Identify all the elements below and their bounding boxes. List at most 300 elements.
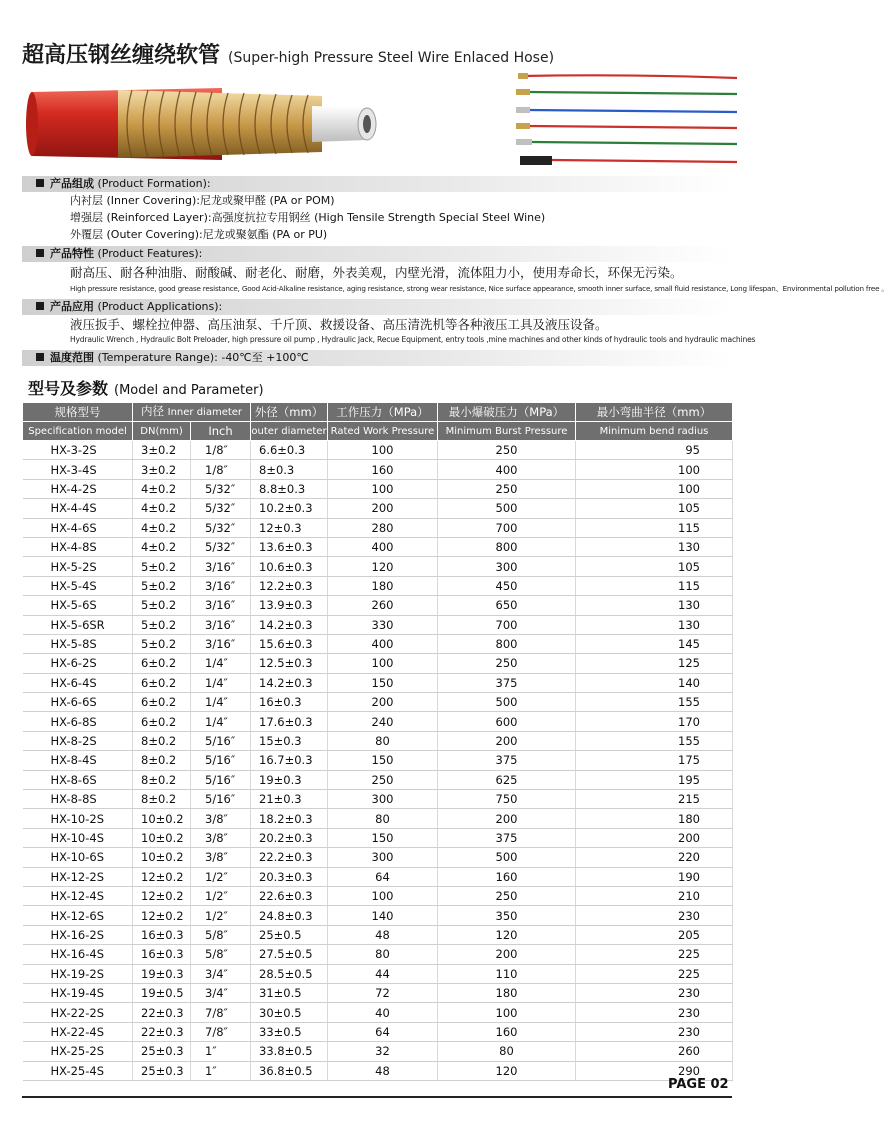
cell-spec-model: HX-12-4S [23, 886, 133, 905]
cell-inch: 3/4″ [191, 964, 251, 983]
table-row [23, 634, 733, 653]
cell-work-pressure: 64 [328, 1022, 438, 1041]
cell-dn: 12±0.2 [133, 886, 191, 905]
cell-work-pressure: 100 [328, 654, 438, 673]
table-row [23, 615, 733, 634]
cell-outer-diameter: 21±0.3 [251, 790, 328, 809]
cell-burst-pressure: 800 [438, 634, 576, 653]
cell-inch: 3/4″ [191, 983, 251, 1002]
cell-work-pressure: 100 [328, 886, 438, 905]
cell-work-pressure: 100 [328, 441, 438, 460]
header-spec-zh: 规格型号 [23, 403, 133, 422]
cell-burst-pressure: 300 [438, 557, 576, 576]
cell-dn: 4±0.2 [133, 537, 191, 556]
cell-inch: 1″ [191, 1061, 251, 1080]
cell-burst-pressure: 375 [438, 751, 576, 770]
table-row [23, 809, 733, 828]
cell-work-pressure: 72 [328, 983, 438, 1002]
header-outer-en: outer diameter [251, 422, 328, 441]
cell-work-pressure: 280 [328, 518, 438, 537]
cell-dn: 25±0.3 [133, 1042, 191, 1061]
cell-work-pressure: 80 [328, 945, 438, 964]
cell-inch: 1/4″ [191, 654, 251, 673]
cell-bend-radius: 230 [576, 983, 733, 1002]
section-bar-features: 产品特性 (Product Features): [22, 246, 732, 262]
cell-dn: 8±0.2 [133, 751, 191, 770]
header-burst-en: Minimum Burst Pressure [438, 422, 576, 441]
cell-burst-pressure: 600 [438, 712, 576, 731]
table-row [23, 673, 733, 692]
cell-bend-radius: 115 [576, 518, 733, 537]
cell-bend-radius: 190 [576, 867, 733, 886]
cell-inch: 5/8″ [191, 925, 251, 944]
cell-dn: 10±0.2 [133, 809, 191, 828]
cell-bend-radius: 130 [576, 537, 733, 556]
cell-dn: 19±0.3 [133, 964, 191, 983]
cell-bend-radius: 195 [576, 770, 733, 789]
formation-inner: 内衬层 (Inner Covering):尼龙或聚甲醛 (PA or POM) [70, 194, 335, 207]
cell-work-pressure: 400 [328, 634, 438, 653]
cell-work-pressure: 160 [328, 460, 438, 479]
cell-inch: 3/16″ [191, 557, 251, 576]
hose-assemblies-image [512, 72, 742, 172]
cell-dn: 6±0.2 [133, 673, 191, 692]
cell-burst-pressure: 120 [438, 1061, 576, 1080]
table-row [23, 537, 733, 556]
title-english: (Super-high Pressure Steel Wire Enlaced Hose) [228, 50, 555, 66]
cell-dn: 8±0.2 [133, 770, 191, 789]
cell-dn: 6±0.2 [133, 693, 191, 712]
header-bend-zh: 最小弯曲半径（mm） [576, 403, 733, 422]
cell-bend-radius: 200 [576, 828, 733, 847]
cell-dn: 10±0.2 [133, 828, 191, 847]
cell-burst-pressure: 120 [438, 925, 576, 944]
table-row [23, 790, 733, 809]
cell-outer-diameter: 22.2±0.3 [251, 848, 328, 867]
cell-bend-radius: 225 [576, 945, 733, 964]
cell-spec-model: HX-16-4S [23, 945, 133, 964]
bullet-square-icon [36, 302, 44, 310]
cell-inch: 5/32″ [191, 537, 251, 556]
cell-bend-radius: 230 [576, 1022, 733, 1041]
cell-spec-model: HX-25-2S [23, 1042, 133, 1061]
cell-inch: 1/2″ [191, 906, 251, 925]
cell-inch: 1/4″ [191, 693, 251, 712]
cell-spec-model: HX-12-2S [23, 867, 133, 886]
cell-burst-pressure: 450 [438, 576, 576, 595]
spec-table [22, 402, 733, 1081]
footer-divider [22, 1096, 732, 1098]
table-row [23, 596, 733, 615]
cell-inch: 3/8″ [191, 848, 251, 867]
cell-burst-pressure: 250 [438, 886, 576, 905]
header-inch: Inch [191, 422, 251, 441]
cell-work-pressure: 330 [328, 615, 438, 634]
table-row [23, 945, 733, 964]
cell-burst-pressure: 375 [438, 828, 576, 847]
cell-burst-pressure: 500 [438, 693, 576, 712]
cell-outer-diameter: 15.6±0.3 [251, 634, 328, 653]
bullet-square-icon [36, 249, 44, 257]
cell-spec-model: HX-22-2S [23, 1003, 133, 1022]
cell-spec-model: HX-8-4S [23, 751, 133, 770]
cell-bend-radius: 140 [576, 673, 733, 692]
cell-outer-diameter: 30±0.5 [251, 1003, 328, 1022]
cell-work-pressure: 100 [328, 479, 438, 498]
cell-burst-pressure: 500 [438, 499, 576, 518]
cell-spec-model: HX-5-6S [23, 596, 133, 615]
cell-spec-model: HX-25-4S [23, 1061, 133, 1080]
header-dn: DN(mm) [133, 422, 191, 441]
cell-work-pressure: 400 [328, 537, 438, 556]
table-row [23, 983, 733, 1002]
cell-inch: 3/8″ [191, 809, 251, 828]
cell-outer-diameter: 13.6±0.3 [251, 537, 328, 556]
table-row [23, 1003, 733, 1022]
cell-bend-radius: 115 [576, 576, 733, 595]
cell-dn: 5±0.2 [133, 576, 191, 595]
cell-inch: 5/16″ [191, 790, 251, 809]
cell-burst-pressure: 700 [438, 518, 576, 537]
features-text-zh: 耐高压、耐各种油脂、耐酸碱、耐老化、耐磨，外表美观，内壁光滑，流体阻力小，使用寿命长，环保无污染。 [70, 265, 683, 280]
cell-dn: 25±0.3 [133, 1061, 191, 1080]
table-row [23, 1022, 733, 1041]
cell-spec-model: HX-6-6S [23, 693, 133, 712]
cell-spec-model: HX-8-2S [23, 731, 133, 750]
cell-outer-diameter: 6.6±0.3 [251, 441, 328, 460]
cell-burst-pressure: 375 [438, 673, 576, 692]
cell-dn: 22±0.3 [133, 1022, 191, 1041]
cell-dn: 6±0.2 [133, 712, 191, 731]
cell-spec-model: HX-6-2S [23, 654, 133, 673]
header-outer-zh: 外径（mm） [251, 403, 328, 422]
cell-outer-diameter: 18.2±0.3 [251, 809, 328, 828]
cell-outer-diameter: 22.6±0.3 [251, 886, 328, 905]
cell-inch: 5/32″ [191, 499, 251, 518]
cell-work-pressure: 32 [328, 1042, 438, 1061]
cell-burst-pressure: 800 [438, 537, 576, 556]
cell-work-pressure: 64 [328, 867, 438, 886]
cell-outer-diameter: 33.8±0.5 [251, 1042, 328, 1061]
table-row [23, 479, 733, 498]
cell-spec-model: HX-5-2S [23, 557, 133, 576]
cell-work-pressure: 120 [328, 557, 438, 576]
applications-text-zh: 液压扳手、螺栓拉伸器、高压油泵、千斤顶、救援设备、高压清洗机等各种液压工具及液压设备。 [70, 317, 608, 332]
cell-outer-diameter: 28.5±0.5 [251, 964, 328, 983]
cell-outer-diameter: 20.3±0.3 [251, 867, 328, 886]
cell-bend-radius: 125 [576, 654, 733, 673]
table-row [23, 557, 733, 576]
cell-inch: 1/4″ [191, 673, 251, 692]
cell-spec-model: HX-5-4S [23, 576, 133, 595]
cell-inch: 1/8″ [191, 460, 251, 479]
cell-outer-diameter: 12.5±0.3 [251, 654, 328, 673]
cell-dn: 3±0.2 [133, 460, 191, 479]
cell-work-pressure: 300 [328, 848, 438, 867]
cell-burst-pressure: 250 [438, 654, 576, 673]
cell-dn: 12±0.2 [133, 867, 191, 886]
cell-burst-pressure: 100 [438, 1003, 576, 1022]
cell-work-pressure: 200 [328, 499, 438, 518]
cell-inch: 5/16″ [191, 751, 251, 770]
page-title [22, 38, 554, 69]
cell-bend-radius: 205 [576, 925, 733, 944]
features-text-en: High pressure resistance, good grease resistance, Good Acid-Alkaline resistance, aging resistance, strong wear resistance, Nice surface appearance, smooth inner surface, small fluid resistance, Long lifespan、Environmental pollution free 。 [70, 284, 888, 293]
cell-spec-model: HX-4-8S [23, 537, 133, 556]
table-row [23, 848, 733, 867]
cell-outer-diameter: 36.8±0.5 [251, 1061, 328, 1080]
cell-outer-diameter: 17.6±0.3 [251, 712, 328, 731]
cell-spec-model: HX-6-8S [23, 712, 133, 731]
cell-inch: 3/8″ [191, 828, 251, 847]
cell-burst-pressure: 200 [438, 809, 576, 828]
table-row [23, 925, 733, 944]
cell-bend-radius: 175 [576, 751, 733, 770]
cell-burst-pressure: 110 [438, 964, 576, 983]
cell-work-pressure: 80 [328, 809, 438, 828]
cell-bend-radius: 100 [576, 460, 733, 479]
cell-outer-diameter: 25±0.5 [251, 925, 328, 944]
cell-outer-diameter: 16.7±0.3 [251, 751, 328, 770]
cell-inch: 1/2″ [191, 867, 251, 886]
cell-dn: 6±0.2 [133, 654, 191, 673]
cell-spec-model: HX-10-4S [23, 828, 133, 847]
cell-burst-pressure: 700 [438, 615, 576, 634]
header-burst-zh: 最小爆破压力（MPa） [438, 403, 576, 422]
cell-spec-model: HX-22-4S [23, 1022, 133, 1041]
cell-spec-model: HX-10-2S [23, 809, 133, 828]
cell-inch: 1/4″ [191, 712, 251, 731]
hose-cutaway-image [22, 78, 382, 170]
cell-bend-radius: 180 [576, 809, 733, 828]
cell-work-pressure: 240 [328, 712, 438, 731]
cell-bend-radius: 130 [576, 615, 733, 634]
cell-dn: 4±0.2 [133, 479, 191, 498]
cell-outer-diameter: 14.2±0.3 [251, 615, 328, 634]
cell-outer-diameter: 8.8±0.3 [251, 479, 328, 498]
cell-outer-diameter: 15±0.3 [251, 731, 328, 750]
table-row [23, 731, 733, 750]
cell-work-pressure: 140 [328, 906, 438, 925]
table-row [23, 693, 733, 712]
cell-outer-diameter: 12±0.3 [251, 518, 328, 537]
cell-work-pressure: 200 [328, 693, 438, 712]
cell-work-pressure: 44 [328, 964, 438, 983]
cell-work-pressure: 260 [328, 596, 438, 615]
cell-inch: 3/16″ [191, 576, 251, 595]
cell-inch: 5/32″ [191, 479, 251, 498]
cell-spec-model: HX-8-6S [23, 770, 133, 789]
cell-dn: 5±0.2 [133, 557, 191, 576]
section-bar-formation: 产品组成 (Product Formation): [22, 176, 732, 192]
cell-bend-radius: 95 [576, 441, 733, 460]
table-row [23, 441, 733, 460]
cell-inch: 5/16″ [191, 731, 251, 750]
cell-burst-pressure: 200 [438, 731, 576, 750]
cell-spec-model: HX-16-2S [23, 925, 133, 944]
cell-burst-pressure: 350 [438, 906, 576, 925]
title-chinese: 超高压钢丝缠绕软管 [22, 43, 221, 68]
table-row [23, 518, 733, 537]
table-row [23, 1061, 733, 1080]
cell-spec-model: HX-6-4S [23, 673, 133, 692]
cell-spec-model: HX-3-4S [23, 460, 133, 479]
cell-work-pressure: 180 [328, 576, 438, 595]
cell-work-pressure: 80 [328, 731, 438, 750]
table-row [23, 828, 733, 847]
cell-outer-diameter: 10.2±0.3 [251, 499, 328, 518]
cell-bend-radius: 230 [576, 1003, 733, 1022]
table-row [23, 576, 733, 595]
cell-inch: 3/16″ [191, 596, 251, 615]
table-row [23, 654, 733, 673]
header-inner-diameter: 内径 Inner diameter [133, 403, 251, 422]
cell-spec-model: HX-4-2S [23, 479, 133, 498]
cell-dn: 8±0.2 [133, 790, 191, 809]
cell-bend-radius: 260 [576, 1042, 733, 1061]
bullet-square-icon [36, 353, 44, 361]
cell-bend-radius: 100 [576, 479, 733, 498]
cell-burst-pressure: 200 [438, 945, 576, 964]
cell-bend-radius: 145 [576, 634, 733, 653]
cell-bend-radius: 105 [576, 557, 733, 576]
cell-inch: 7/8″ [191, 1022, 251, 1041]
cell-burst-pressure: 750 [438, 790, 576, 809]
cell-dn: 5±0.2 [133, 615, 191, 634]
cell-bend-radius: 220 [576, 848, 733, 867]
cell-work-pressure: 150 [328, 828, 438, 847]
cell-dn: 4±0.2 [133, 499, 191, 518]
cell-bend-radius: 155 [576, 731, 733, 750]
table-row [23, 499, 733, 518]
cell-burst-pressure: 160 [438, 867, 576, 886]
header-work-zh: 工作压力（MPa） [328, 403, 438, 422]
cell-work-pressure: 48 [328, 1061, 438, 1080]
bullet-square-icon [36, 179, 44, 187]
cell-bend-radius: 230 [576, 906, 733, 925]
cell-inch: 1/8″ [191, 441, 251, 460]
table-row [23, 906, 733, 925]
cell-outer-diameter: 33±0.5 [251, 1022, 328, 1041]
table-row [23, 964, 733, 983]
page-number: PAGE 02 [668, 1077, 729, 1092]
cell-bend-radius: 225 [576, 964, 733, 983]
cell-outer-diameter: 24.8±0.3 [251, 906, 328, 925]
cell-work-pressure: 250 [328, 770, 438, 789]
cell-burst-pressure: 160 [438, 1022, 576, 1041]
cell-inch: 1″ [191, 1042, 251, 1061]
table-row [23, 751, 733, 770]
table-row [23, 460, 733, 479]
cell-dn: 5±0.2 [133, 596, 191, 615]
section-bar-applications: 产品应用 (Product Applications): [22, 299, 732, 315]
cell-burst-pressure: 500 [438, 848, 576, 867]
cell-spec-model: HX-19-2S [23, 964, 133, 983]
cell-inch: 5/32″ [191, 518, 251, 537]
cell-inch: 1/2″ [191, 886, 251, 905]
cell-spec-model: HX-19-4S [23, 983, 133, 1002]
cell-bend-radius: 210 [576, 886, 733, 905]
cell-dn: 22±0.3 [133, 1003, 191, 1022]
cell-dn: 3±0.2 [133, 441, 191, 460]
cell-spec-model: HX-4-4S [23, 499, 133, 518]
formation-reinforced: 增强层 (Reinforced Layer):高强度抗拉专用钢丝 (High Tensile Strength Special Steel Wine) [70, 211, 546, 224]
cell-bend-radius: 215 [576, 790, 733, 809]
cell-outer-diameter: 31±0.5 [251, 983, 328, 1002]
cell-inch: 3/16″ [191, 634, 251, 653]
cell-outer-diameter: 16±0.3 [251, 693, 328, 712]
model-section-title: 型号及参数 (Model and Parameter) [28, 379, 264, 398]
cell-dn: 8±0.2 [133, 731, 191, 750]
cell-burst-pressure: 250 [438, 479, 576, 498]
cell-spec-model: HX-12-6S [23, 906, 133, 925]
cell-spec-model: HX-10-6S [23, 848, 133, 867]
header-work-en: Rated Work Pressure [328, 422, 438, 441]
cell-dn: 16±0.3 [133, 925, 191, 944]
cell-spec-model: HX-4-6S [23, 518, 133, 537]
cell-burst-pressure: 625 [438, 770, 576, 789]
cell-work-pressure: 40 [328, 1003, 438, 1022]
cell-dn: 10±0.2 [133, 848, 191, 867]
cell-bend-radius: 105 [576, 499, 733, 518]
table-row [23, 770, 733, 789]
formation-outer: 外覆层 (Outer Covering):尼龙或聚氨酯 (PA or PU) [70, 228, 328, 241]
cell-burst-pressure: 400 [438, 460, 576, 479]
table-row [23, 867, 733, 886]
cell-burst-pressure: 80 [438, 1042, 576, 1061]
cell-outer-diameter: 20.2±0.3 [251, 828, 328, 847]
cell-work-pressure: 300 [328, 790, 438, 809]
cell-dn: 4±0.2 [133, 518, 191, 537]
cell-bend-radius: 155 [576, 693, 733, 712]
cell-dn: 16±0.3 [133, 945, 191, 964]
cell-burst-pressure: 650 [438, 596, 576, 615]
cell-outer-diameter: 27.5±0.5 [251, 945, 328, 964]
header-bend-en: Minimum bend radius [576, 422, 733, 441]
cell-bend-radius: 130 [576, 596, 733, 615]
cell-outer-diameter: 19±0.3 [251, 770, 328, 789]
applications-text-en: Hydraulic Wrench , Hydraulic Bolt Preloader, high pressure oil pump , Hydraulic Jack, Recue Equipment, entry tools ,mine machines and other kinds of hydraulic tools and hydraulic machines [70, 335, 756, 344]
cell-inch: 5/16″ [191, 770, 251, 789]
spec-table-body [23, 441, 733, 1081]
cell-burst-pressure: 180 [438, 983, 576, 1002]
table-row [23, 1042, 733, 1061]
cell-bend-radius: 290 [576, 1061, 733, 1080]
cell-inch: 7/8″ [191, 1003, 251, 1022]
cell-outer-diameter: 8±0.3 [251, 460, 328, 479]
cell-spec-model: HX-3-2S [23, 441, 133, 460]
cell-outer-diameter: 10.6±0.3 [251, 557, 328, 576]
cell-work-pressure: 48 [328, 925, 438, 944]
cell-work-pressure: 150 [328, 751, 438, 770]
cell-spec-model: HX-8-8S [23, 790, 133, 809]
section-bar-temperature: 温度范围 (Temperature Range): -40℃至 +100℃ [22, 350, 732, 366]
cell-outer-diameter: 12.2±0.3 [251, 576, 328, 595]
cell-work-pressure: 150 [328, 673, 438, 692]
table-row [23, 886, 733, 905]
cell-burst-pressure: 250 [438, 441, 576, 460]
header-spec-en: Specification model [23, 422, 133, 441]
table-row [23, 712, 733, 731]
cell-dn: 12±0.2 [133, 906, 191, 925]
cell-spec-model: HX-5-8S [23, 634, 133, 653]
cell-outer-diameter: 13.9±0.3 [251, 596, 328, 615]
cell-bend-radius: 170 [576, 712, 733, 731]
cell-dn: 5±0.2 [133, 634, 191, 653]
cell-inch: 5/8″ [191, 945, 251, 964]
cell-dn: 19±0.5 [133, 983, 191, 1002]
cell-outer-diameter: 14.2±0.3 [251, 673, 328, 692]
